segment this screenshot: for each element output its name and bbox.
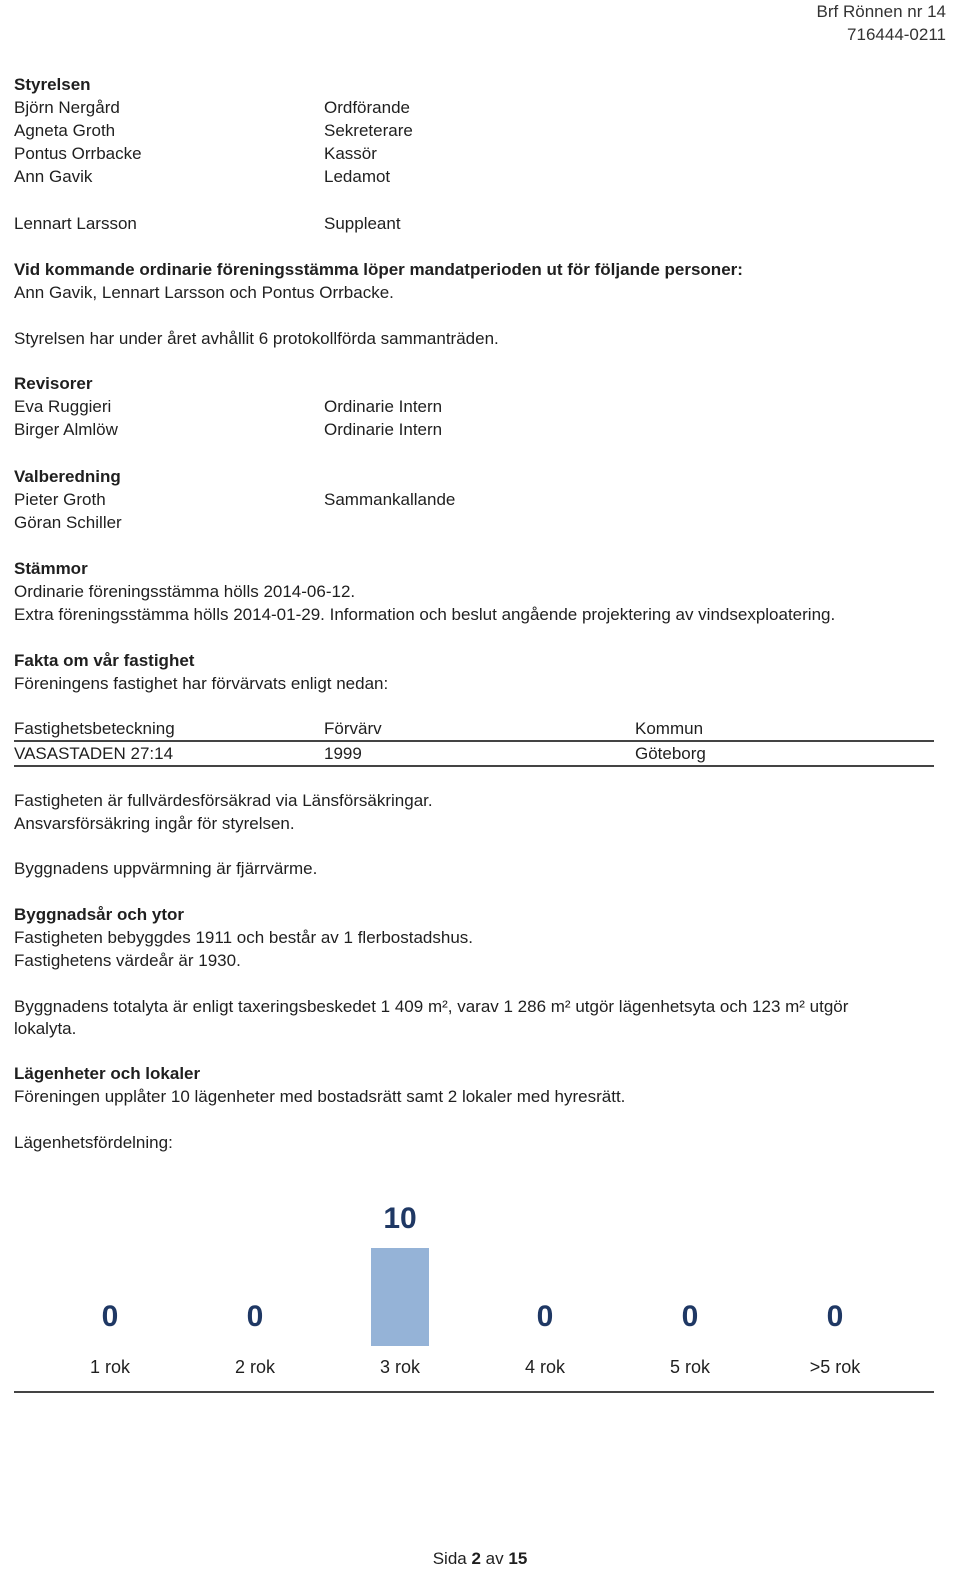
document-header [817, 0, 946, 46]
area-text: Byggnadens totalyta är enligt taxeringsbeskedet 1 409 m², varav 1 286 m² utgör lägenhetsyta och 123 m² utgör [14, 997, 849, 1016]
page-separator: av [485, 1549, 504, 1568]
board-member-name: Lennart Larsson [14, 214, 137, 233]
insurance-text: Fastigheten är fullvärdesförsäkrad via Länsförsäkringar. [14, 791, 433, 810]
mandate-heading: Vid kommande ordinarie föreningsstämma löper mandatperioden ut för följande personer: [14, 260, 743, 279]
chart-category-label: >5 rok [809, 1357, 861, 1377]
chart-category-label: 4 rok [524, 1357, 566, 1377]
heating-text: Byggnadens uppvärmning är fjärrvärme. [14, 859, 318, 878]
nomination-heading: Valberedning [14, 467, 121, 486]
org-number: 716444-0211 [847, 25, 946, 44]
board-member-name: Björn Nergård [14, 98, 120, 117]
chart-category-label: 2 rok [234, 1357, 276, 1377]
nomination-member-name: Göran Schiller [14, 513, 122, 532]
chart-baseline [14, 1391, 934, 1393]
chart-category-label: 3 rok [379, 1357, 421, 1377]
auditor-name: Birger Almlöw [14, 420, 118, 439]
board-member-role: Kassör [324, 144, 377, 163]
meetings-line: Ordinarie föreningsstämma hölls 2014-06-12. [14, 582, 356, 601]
apartments-heading: Lägenheter och lokaler [14, 1064, 201, 1083]
chart-data-label: 10 [383, 1202, 417, 1235]
table-header-cell: Fastighetsbeteckning [14, 719, 175, 738]
table-cell: 1999 [324, 744, 362, 763]
building-heading: Byggnadsår och ytor [14, 905, 185, 924]
org-name: Brf Rönnen nr 14 [816, 2, 946, 21]
board-meetings-text: Styrelsen har under året avhållit 6 protokollförda sammanträden. [14, 329, 499, 348]
board-member-role: Ledamot [324, 167, 391, 186]
nomination-member-role: Sammankallande [324, 490, 456, 509]
apartments-text: Föreningen upplåter 10 lägenheter med bostadsrätt samt 2 lokaler med hyresrätt. [14, 1087, 626, 1106]
page-total: 15 [508, 1549, 528, 1568]
chart-category-label: 1 rok [89, 1357, 131, 1377]
table-cell: Göteborg [635, 744, 706, 763]
auditor-role: Ordinarie Intern [324, 397, 443, 416]
table-header-cell: Förvärv [324, 719, 382, 738]
meetings-heading: Stämmor [14, 559, 88, 578]
table-divider [14, 765, 934, 767]
insurance-text: Ansvarsförsäkring ingår för styrelsen. [14, 814, 295, 833]
nomination-member-name: Pieter Groth [14, 490, 106, 509]
chart-data-label: 0 [826, 1300, 844, 1333]
page-footer [0, 1547, 960, 1570]
chart-data-label: 0 [246, 1300, 264, 1333]
mandate-text: Ann Gavik, Lennart Larsson och Pontus Orrbacke. [14, 283, 394, 302]
board-member-role: Sekreterare [324, 121, 413, 140]
building-text: Fastigheten bebyggdes 1911 och består av 1 flerbostadshus. [14, 928, 473, 947]
distribution-label: Lägenhetsfördelning: [14, 1133, 173, 1152]
area-text: lokalyta. [14, 1019, 77, 1038]
board-member-name: Pontus Orrbacke [14, 144, 142, 163]
chart-bar [371, 1248, 429, 1346]
board-member-name: Ann Gavik [14, 167, 93, 186]
board-member-role: Ordförande [324, 98, 410, 117]
board-member-role: Suppleant [324, 214, 401, 233]
board-member-name: Agneta Groth [14, 121, 116, 140]
building-text: Fastighetens värdeår är 1930. [14, 951, 241, 970]
auditor-name: Eva Ruggieri [14, 397, 112, 416]
page-prefix: Sida [432, 1549, 467, 1568]
chart-data-label: 0 [101, 1300, 119, 1333]
property-heading: Fakta om vår fastighet [14, 651, 195, 670]
chart-data-label: 0 [536, 1300, 554, 1333]
chart-category-label: 5 rok [669, 1357, 711, 1377]
table-header-cell: Kommun [635, 719, 704, 738]
auditors-heading: Revisorer [14, 374, 93, 393]
meetings-line: Extra föreningsstämma hölls 2014-01-29. Information och beslut angående projektering av vindsexploatering. [14, 605, 836, 624]
chart-data-label: 0 [681, 1300, 699, 1333]
auditor-role: Ordinarie Intern [324, 420, 443, 439]
property-intro: Föreningens fastighet har förvärvats enligt nedan: [14, 674, 389, 693]
table-cell: VASASTADEN 27:14 [14, 744, 174, 763]
page-current: 2 [471, 1549, 481, 1568]
board-heading: Styrelsen [14, 75, 91, 94]
